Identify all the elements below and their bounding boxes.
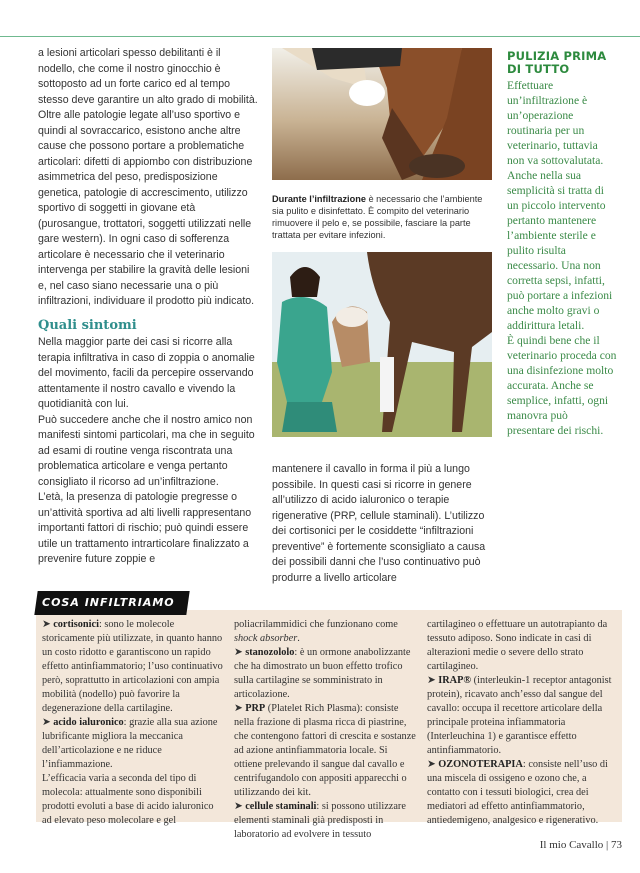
sidebar-title: PULIZIA PRIMA DI TUTTO [507,49,607,76]
list-item: ➤ IRAP® (interleukin-1 receptor antagonist protein), ricavato anch’esso dal sangue del cavallo: occupa il recettore articolare della principale proteina infiammatoria (Interleuchina 1) e garantisce effetto antinfiammatorio. [427,675,612,756]
paragraph: Nella maggior parte dei casi si ricorre alla terapia infiltrativa in caso di zoppia o anomalie del movimento, facili da percepire osservando attentamente il nostro cavallo e vivendo la quotidianità con lui. [38,336,255,410]
text: poliacrilammidici che funzionano come [234,619,398,630]
definition: : sono le molecole storicamente più utilizzate, in quanto hanno un costo ridotto e garantiscono un rapido effetto antinfiammatorio; l’uso continuativo però, soprattutto in articolazioni con ampia mobilità (nodello) può favorire la degenerazione della cartilagine. [42,619,223,714]
list-item: ➤ PRP (Platelet Rich Plasma): consiste nella frazione di plasma ricca di piastrine, che contengono fattori di crescita e sostanze ad azione antinfiammatoria locale. Si ottiene prelevando il sangue dal cavallo e centrifugandolo con appositi apparecchi o utilizzando dei kit. [234,703,416,798]
info-box-title [34,591,189,615]
photo-veterinarian [272,252,492,437]
paragraph: L’efficacia varia a seconda del tipo di molecola: attualmente sono disponibili prodotti evoluti a base di acido ialuronico ad elevato peso molecolare e gel [42,773,214,826]
info-box-column-1 [42,618,225,828]
paragraph: L’età, la presenza di patologie pregresse o un’attività sportiva ad alti livelli rappresentano importanti fattori di rischio; può quindi essere utile un trattamento intrarticolare finalizzato a prevenire future zoppie e [38,491,252,565]
top-rule [0,36,640,37]
italic-term: shock absorber [234,633,298,644]
list-item: ➤ OZONOTERAPIA: consiste nell’uso di una miscela di ossigeno e ozono che, a contatto con i tessuti biologici, crea dei mediatori ad effetto antinfiammatorio, antiedemigeno, analgesico e rigenerativo. [427,759,608,826]
term: cortisonici [53,619,99,630]
paragraph: cartilagineo o effettuare un autotrapianto da tessuto adiposo. Sono indicate in casi di alterazioni medie o severe dello strato cartilagineo. [427,619,608,672]
caption-text: è necessario che l’ambiente sia pulito e disinfettato. È compito del veterinario rimuovere il pelo e, se possibile, fasciare la parte trattata per evitare infezioni. [272,194,483,240]
term: OZONOTERAPIA [438,759,523,770]
text: . [297,633,300,644]
term: PRP [245,703,266,714]
list-item: ➤ cortisonici: sono le molecole storicamente più utilizzate, in quanto hanno un costo ridotto e garantiscono un rapido effetto antinfiammatorio; l’uso continuativo però, soprattutto in articolazioni con ampia mobilità (nodello) può favorire la degenerazione della cartilagine. [42,619,223,714]
paragraph: Può succedere anche che il nostro amico non manifesti sintomi particolari, ma che in seguito ad esami di routine venga riscontrata una problematica articolare e venga pertanto consigliato il ricorso ad un’infiltrazione. [38,413,255,488]
definition: : grazie alla sua azione lubrificante migliora la meccanica dell’articolazione e ne riduce l’infiammazione. [42,717,218,770]
info-box-column-3 [427,618,615,828]
paragraph: Oltre alle patologie legate all’uso sportivo e quindi al sovraccarico, esistono anche altre cause che possono portare a problematiche articolari: difetti di appiombo con distribuzione asimmetrica del peso, predisposizione genetica, patologie di accrescimento, utilizzo sportivo di soggetti in giovane età (purosangue, trottatori, soggetti utilizzati nelle gare western). In ogni caso di sofferenza articolare è necessario che il veterinario intervenga per stabilire la gravità delle lesioni e, nel caso siano necessarie una o più infiltrazioni, individuare il prodotto più indicato. [38,109,255,307]
magazine-name: Il mio Cavallo [539,839,604,851]
definition: : consiste nell’uso di una miscela di ossigeno e ozono che, a contatto con i tessuti biologici, crea dei mediatori ad effetto antinfiammatorio, antiedemigeno, analgesico e rigenerativo. [427,759,608,826]
info-box-column-2 [234,618,418,842]
term: acido ialuronico [53,717,124,728]
definition: (interleukin-1 receptor antagonist protein), ricavato anch’esso dal sangue del cavallo: occupa il recettore articolare della principale proteina infiammatoria (Interleuchina 1) e garantisce effetto antinfiammatorio. [427,675,612,756]
definition: : è un ormone anabolizzante che ha dimostrato un buon effetto trofico sulla cartilagine se somministrato in articolazione. [234,647,411,700]
page-number: 73 [611,839,622,851]
term: IRAP® [438,675,472,686]
article-column-2 [272,462,494,586]
sidebar-box [507,50,617,438]
info-box-title-text: COSA INFILTRIAMO [42,596,175,609]
list-item: ➤ acido ialuronico: grazie alla sua azione lubrificante migliora la meccanica dell’articolazione e ne riduce l’infiammazione. [42,717,218,770]
definition: : si possono utilizzare elementi staminali già predisposti in laboratorio ad evolvere in tessuto [234,801,406,840]
caption-lead: Durante l’infiltrazione [272,194,366,204]
paragraph: a lesioni articolari spesso debilitanti è il nodello, che come il nostro ginocchio è sottoposto ad un forte carico ed al tempo stesso deve garantire un alto grado di mobilità. [38,47,258,106]
list-item: ➤ stanozololo: è un ormone anabolizzante che ha dimostrato un buon effetto trofico sulla cartilagine se somministrato in articolazione. [234,647,411,700]
list-item: ➤ cellule staminali: si possono utilizzare elementi staminali già predisposti in laboratorio ad evolvere in tessuto [234,801,406,840]
article-column-1 [38,46,260,568]
sidebar-body-2: È quindi bene che il veterinario proceda con una disinfezione molto accurata. Anche se semplice, infatti, ogni manovra può presentare dei rischi. [507,334,617,437]
paragraph [234,618,418,646]
photo-infiltration [272,48,492,180]
term: stanozololo [245,647,295,658]
term: cellule staminali [245,801,317,812]
photo-caption [272,193,494,241]
definition: (Platelet Rich Plasma): consiste nella frazione di plasma ricca di piastrine, che contengono fattori di crescita e sostanze ad azione antinfiammatoria locale. Si ottiene prelevando il sangue dal cavallo e centrifugandolo con appositi apparecchi o utilizzando dei kit. [234,703,416,798]
section-title: Quali sintomi [38,317,137,333]
paragraph: mantenere il cavallo in forma il più a lungo possibile. In questi casi si ricorre in genere all’utilizzo di acido ialuronico o terapie rigenerative (PRP, cellule staminali). L’utilizzo dei cortisonici per le cosiddette “infiltrazioni preventive” è fortemente sconsigliato a causa dei possibili danni che l’uso continuativo può produrre a livello articolare [272,463,486,584]
page-footer: Il mio Cavallo | 73 [539,839,622,851]
sidebar-body: Effettuare un’infiltrazione è un’operazione routinaria per un veterinario, tuttavia non va sottovalutata. Anche nella sua semplicità si tratta di un piccolo intervento pertanto mantenere l’ambiente sterile e pulito risulta necessario. Una non corretta sepsi, infatti, può portare a infezioni anche molto gravi o addirittura letali. [507,79,613,332]
